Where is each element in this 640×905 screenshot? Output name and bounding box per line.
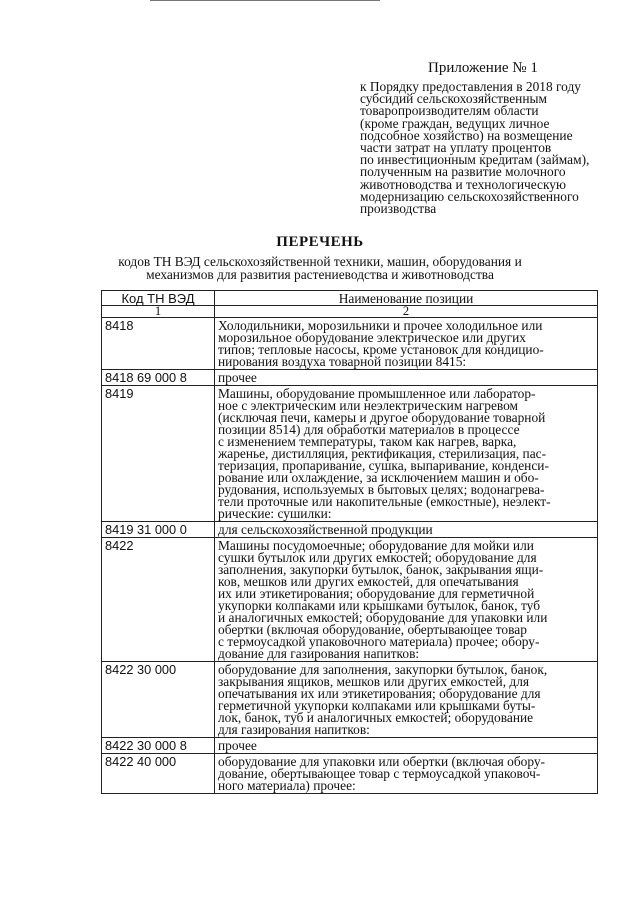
appendix-line: товаропроизводителям области bbox=[360, 103, 539, 119]
position-name-line: жаренье, дистилляция, ректификация, стерилизация, пас- bbox=[218, 446, 547, 461]
tnved-code: 8422 bbox=[105, 538, 134, 553]
position-name-cell bbox=[215, 386, 598, 522]
position-name-line: дование для газирования напитков: bbox=[218, 646, 420, 661]
tnved-code: 8422 30 000 8 bbox=[105, 738, 187, 753]
position-name-line: для сельскохозяйственной продукции bbox=[218, 522, 433, 537]
position-name-line: лок, банок, туб и аналогичных емкостей; оборудование bbox=[218, 710, 534, 725]
column-number: 1 bbox=[102, 306, 215, 318]
table-row bbox=[102, 738, 598, 754]
appendix-line: к Порядку предоставления в 2018 году bbox=[360, 79, 582, 94]
table-row bbox=[102, 522, 598, 538]
list-subtitle bbox=[0, 255, 640, 281]
tnved-code-cell bbox=[102, 370, 215, 386]
appendix-line: части затрат на уплату процентов bbox=[360, 140, 552, 156]
tnved-code-cell bbox=[102, 538, 215, 662]
position-name-line: обертки (включая оборудование, обертывающее товар bbox=[218, 622, 527, 637]
position-name-line: рудования, используемых в бытовых целях; водонагрева- bbox=[218, 482, 545, 497]
list-title: ПЕРЕЧЕНЬ bbox=[276, 234, 364, 250]
table-row bbox=[102, 662, 598, 738]
table-row bbox=[102, 538, 598, 662]
position-name-cell bbox=[215, 738, 598, 754]
appendix-line: подсобное хозяйство) на возмещение bbox=[360, 127, 573, 143]
tnved-code: 8422 40 000 bbox=[105, 754, 177, 769]
header-name: Наименование позиции bbox=[215, 291, 598, 306]
position-name-line: для газирования напитков: bbox=[218, 722, 370, 737]
appendix-line: по инвестиционным кредитам (займам), bbox=[360, 152, 590, 168]
position-name-line: морозильное оборудование электрическое или других bbox=[218, 330, 526, 345]
table-row bbox=[102, 386, 598, 522]
table-header-row bbox=[102, 291, 598, 306]
position-name-line: оборудование для упаковки или обертки (включая обору- bbox=[218, 754, 546, 769]
position-name-line: прочее bbox=[218, 370, 257, 385]
position-name-line: прочее bbox=[218, 738, 257, 753]
list-subtitle-line: механизмов для развития растениеводства и животноводства bbox=[146, 267, 494, 282]
position-name-cell bbox=[215, 754, 598, 794]
position-name-line: (исключая печи, камеры и другое оборудование товарной bbox=[218, 410, 546, 425]
position-name-line: их или этикетирования; оборудование для герметичной bbox=[218, 586, 535, 601]
tnved-code-cell bbox=[102, 754, 215, 794]
position-name-line: нирования воздуха товарной позиции 8415: bbox=[218, 354, 467, 369]
tnved-code-cell bbox=[102, 522, 215, 538]
appendix-line: (кроме граждан, ведущих личное bbox=[360, 115, 550, 131]
tnved-code-cell bbox=[102, 662, 215, 738]
table-row bbox=[102, 754, 598, 794]
column-number: 2 bbox=[215, 306, 598, 318]
header-code: Код ТН ВЭД bbox=[102, 291, 215, 306]
appendix-line: субсидий сельскохозяйственным bbox=[360, 91, 547, 107]
list-subtitle-line: кодов ТН ВЭД сельскохозяйственной техники, машин, оборудования и bbox=[118, 254, 522, 269]
position-name-line: Машины посудомоечные; оборудование для мойки или bbox=[218, 538, 534, 553]
position-name-line: Машины, оборудование промышленное или лаборатор- bbox=[218, 386, 536, 401]
position-name-line: опечатывания их или этикетирования; оборудование для bbox=[218, 686, 541, 701]
position-name-line: рование или охлаждение, за исключением машин и обо- bbox=[218, 470, 539, 485]
appendix-line: полученным на развитие молочного bbox=[360, 164, 566, 180]
appendix-line: животноводства и технологическую bbox=[360, 176, 566, 192]
position-name-cell bbox=[215, 318, 598, 370]
position-name-line: типов; тепловые насосы, кроме установок для кондицио- bbox=[218, 342, 544, 357]
tnved-code: 8418 bbox=[105, 318, 134, 333]
appendix-text bbox=[360, 81, 610, 215]
position-name-line: рические: сушилки: bbox=[218, 506, 332, 521]
table-row bbox=[102, 370, 598, 386]
position-name-line: герметичной укупорки колпаками или крышками буты- bbox=[218, 698, 536, 713]
tnved-code: 8422 30 000 bbox=[105, 662, 177, 677]
position-name-cell bbox=[215, 522, 598, 538]
appendix-title: Приложение № 1 bbox=[428, 60, 538, 76]
tnved-code-cell bbox=[102, 386, 215, 522]
tnved-code: 8419 31 000 0 bbox=[105, 522, 187, 537]
position-name-cell bbox=[215, 370, 598, 386]
position-name-line: укупорки колпаками или крышками бутылок, банок, туб bbox=[218, 598, 541, 613]
appendix-line: модернизацию сельскохозяйственного bbox=[360, 188, 579, 204]
position-name-line: с изменением температуры, таком как нагрев, варка, bbox=[218, 434, 517, 449]
position-name-cell bbox=[215, 662, 598, 738]
appendix-line: производства bbox=[360, 201, 437, 217]
position-name-line: дование, обертывающее товар с термоусадкой упаковоч- bbox=[218, 766, 541, 781]
position-name-line: ное с электрическим или неэлектрическим нагревом bbox=[218, 398, 519, 413]
tnved-code: 8418 69 000 8 bbox=[105, 370, 187, 385]
position-name-line: позиции 8514) для обработки материалов в процессе bbox=[218, 422, 520, 437]
position-name-line: ков, мешков или других емкостей, для опечатывания bbox=[218, 574, 519, 589]
position-name-line: Холодильники, морозильники и прочее холодильное или bbox=[218, 318, 543, 333]
position-name-line: тели проточные или накопительные (емкостные), неэлект- bbox=[218, 494, 551, 509]
tnved-code: 8419 bbox=[105, 386, 134, 401]
tnved-code-cell bbox=[102, 738, 215, 754]
position-name-line: заполнения, закупорки бутылок, банок, закрывания ящи- bbox=[218, 562, 544, 577]
position-name-line: теризация, пропаривание, сушка, выпаривание, конденси- bbox=[218, 458, 549, 473]
column-number-row bbox=[102, 306, 598, 318]
position-name-line: ного материала) прочее: bbox=[218, 778, 356, 793]
position-name-line: и аналогичных емкостей; оборудование для упаковки или bbox=[218, 610, 548, 625]
position-name-cell bbox=[215, 538, 598, 662]
position-name-line: сушки бутылок или других емкостей; оборудование для bbox=[218, 550, 537, 565]
tnved-code-cell bbox=[102, 318, 215, 370]
position-name-line: закрывания ящиков, мешков или других емкостей, для bbox=[218, 674, 530, 689]
position-name-line: оборудование для заполнения, закупорки бутылок, банок, bbox=[218, 662, 548, 677]
scan-top-line bbox=[150, 0, 380, 2]
table-row bbox=[102, 318, 598, 370]
codes-table bbox=[101, 290, 598, 794]
position-name-line: с термоусадкой упаковочного материала) прочее; обору- bbox=[218, 634, 540, 649]
